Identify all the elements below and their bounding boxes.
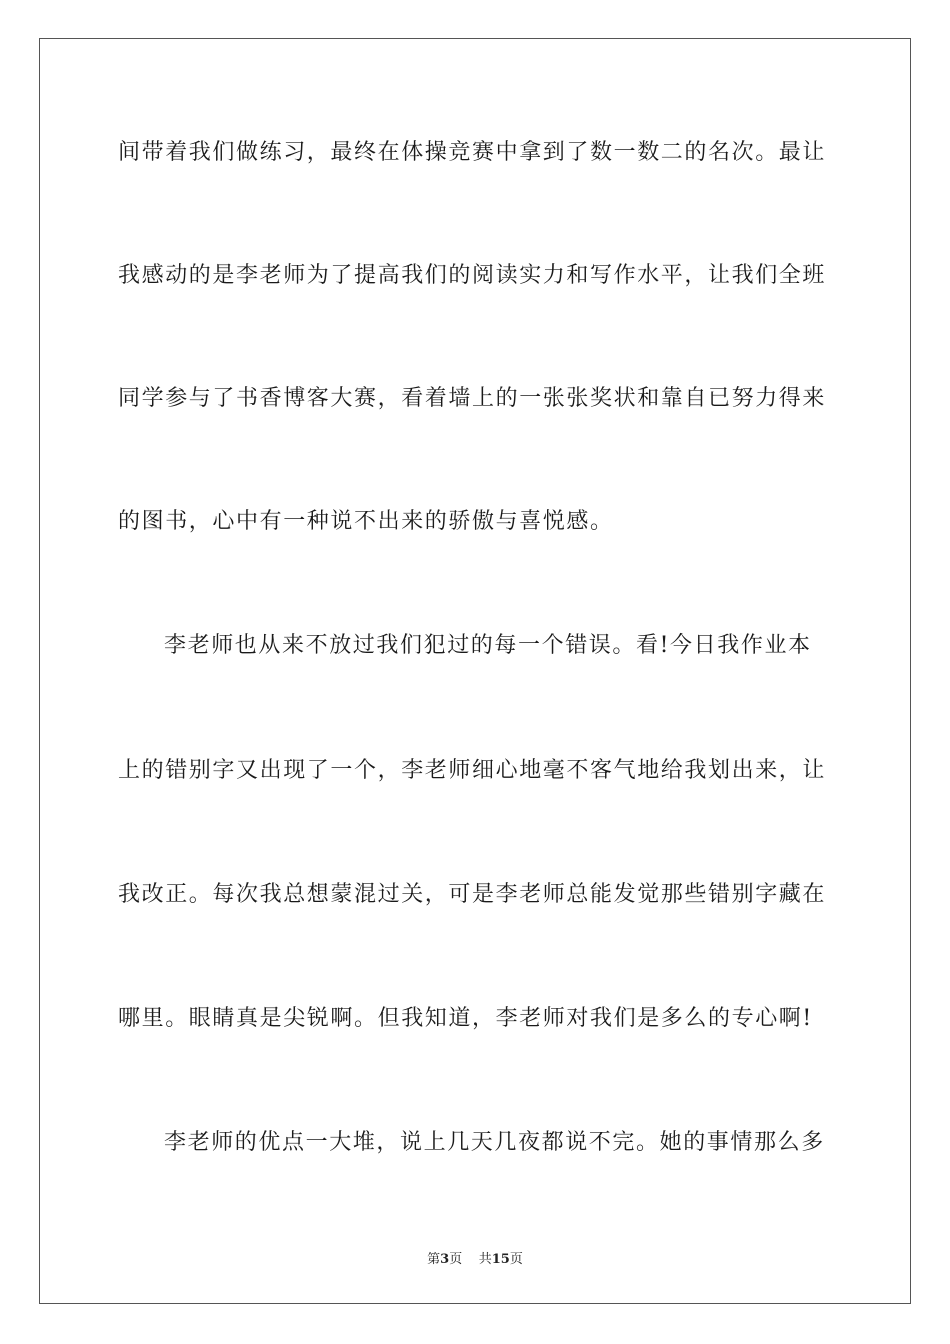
text-line-2: 我感动的是李老师为了提高我们的阅读实力和写作水平，让我们全班 (118, 263, 827, 288)
text-line-3: 同学参与了书香博客大赛，看着墙上的一张张奖状和靠自已努力得来 (118, 386, 827, 411)
text-line-5: 李老师也从来不放过我们犯过的每一个错误。看!今日我作业本 (164, 633, 812, 658)
text-line-1: 间带着我们做练习，最终在体操竞赛中拿到了数一数二的名次。最让 (118, 140, 827, 165)
footer-page-prefix: 第 (427, 1252, 441, 1267)
footer-total-prefix: 共 (478, 1252, 492, 1267)
text-line-7: 我改正。每次我总想蒙混过关，可是李老师总能发觉那些错别字藏在 (118, 882, 827, 907)
page-border (39, 38, 911, 1304)
footer-page-suffix: 页 (449, 1252, 463, 1267)
text-line-4: 的图书，心中有一种说不出来的骄傲与喜悦感。 (118, 509, 614, 534)
text-line-6: 上的错别字又出现了一个，李老师细心地毫不客气地给我划出来，让 (118, 758, 827, 783)
footer-page-number: 3 (440, 1252, 450, 1267)
page-footer (0, 1248, 950, 1267)
footer-total-pages: 15 (491, 1252, 510, 1267)
footer-total-suffix: 页 (509, 1252, 523, 1267)
text-line-9: 李老师的优点一大堆，说上几天几夜都说不完。她的事情那么多 (164, 1130, 825, 1155)
text-line-8: 哪里。眼睛真是尖锐啊。但我知道，李老师对我们是多么的专心啊! (118, 1006, 813, 1031)
